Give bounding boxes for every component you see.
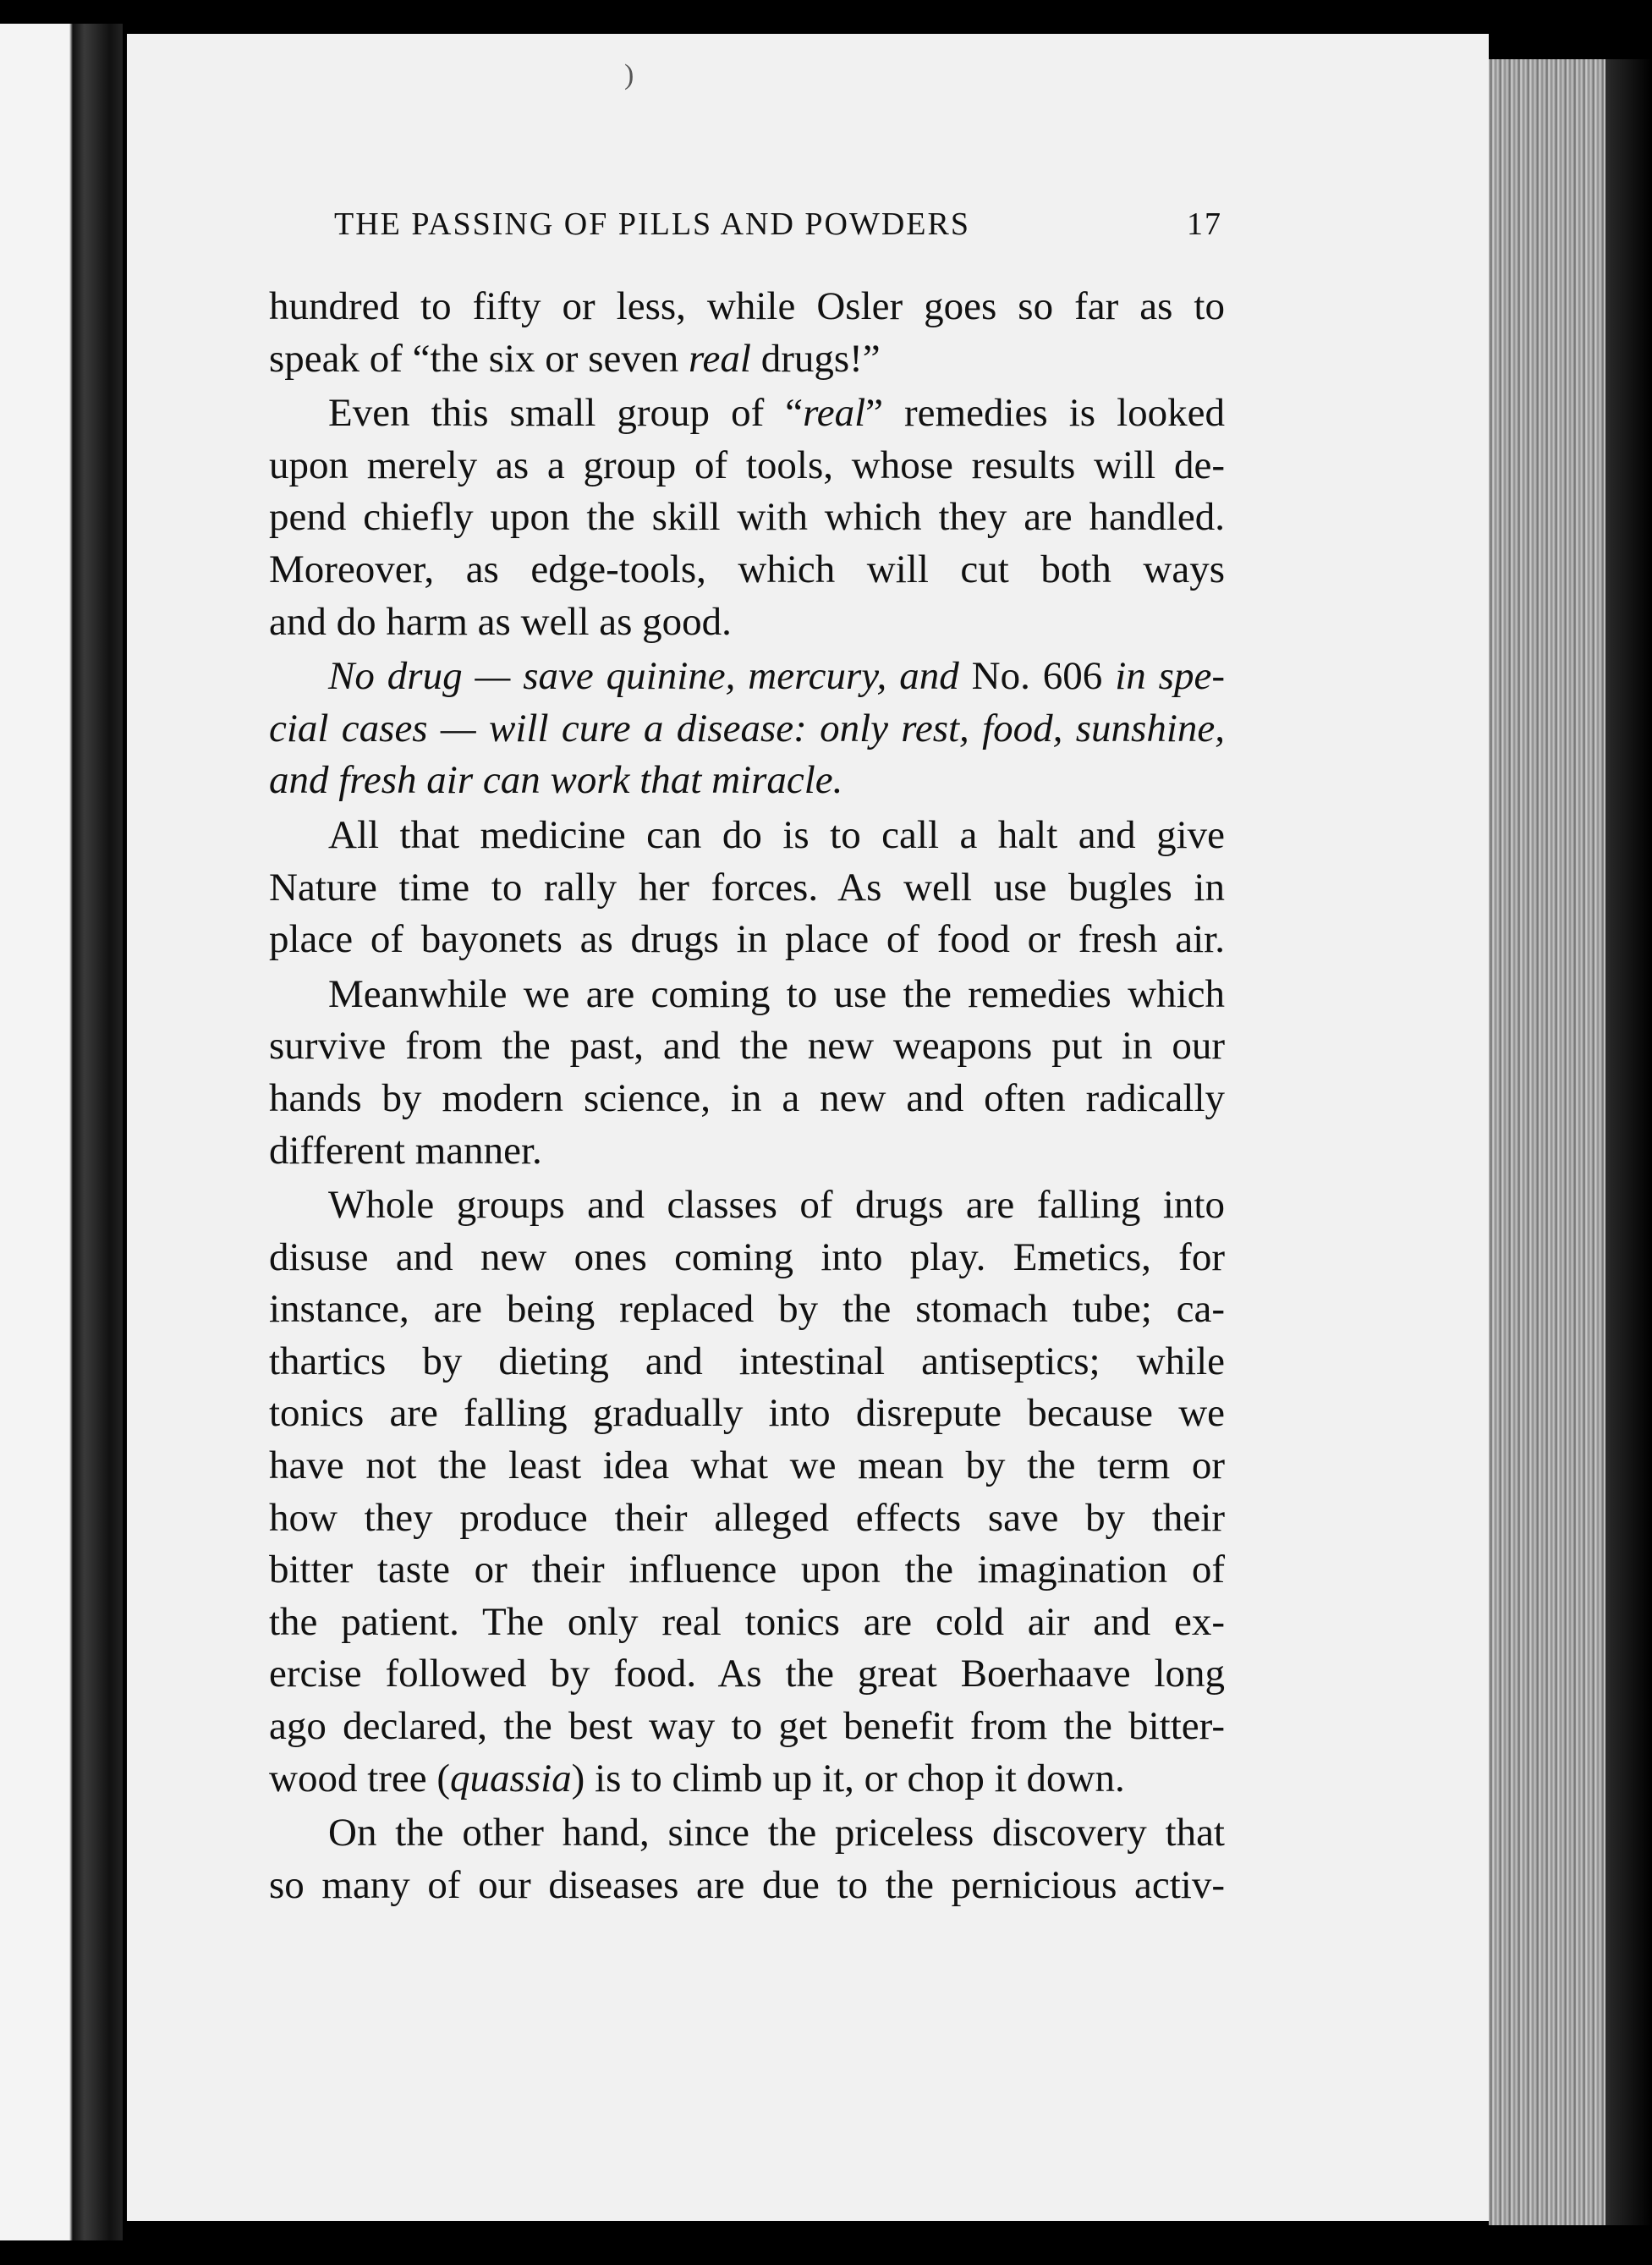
italic-segment: real <box>803 391 866 436</box>
text-line: instance, are being replaced by the stomach tube; ca- <box>269 1287 1225 1332</box>
text-segment: No. 606 <box>971 654 1103 699</box>
text-line: Moreover, as edge-tools, which will cut both ways <box>269 547 1225 591</box>
text-line: and fresh air can work that miracle. <box>269 758 843 803</box>
page-edges <box>1489 59 1605 2225</box>
text-line: hands by modern science, in a new and often radically <box>269 1075 1225 1120</box>
stray-mark: ) <box>624 59 634 91</box>
text-line: thartics by dieting and intestinal antiseptics; while <box>269 1339 1225 1383</box>
text-line: Nature time to rally her forces. As well use bugles in <box>269 865 1225 910</box>
text-line <box>269 388 1225 440</box>
text-line: so many of our diseases are due to the pernicious activ- <box>269 1862 1225 1907</box>
text-line: bitter taste or their influence upon the imagination of <box>269 1548 1225 1592</box>
paragraph <box>269 281 1225 385</box>
paragraph <box>269 969 1225 1177</box>
text-line: survive from the past, and the new weapons put in our <box>269 1024 1225 1069</box>
page-edges-shadow <box>1605 59 1652 2225</box>
paragraph <box>269 1179 1225 1805</box>
text-segment: drugs!” <box>750 336 881 381</box>
text-line: Meanwhile we are coming to use the remedies which <box>328 971 1225 1016</box>
italic-segment: quassia <box>450 1756 572 1800</box>
italic-segment: No drug — save quinine, mercury, and <box>328 654 972 699</box>
paragraph <box>269 651 1225 807</box>
paragraph <box>269 810 1225 966</box>
running-head-title: THE PASSING OF PILLS AND POWDERS <box>334 206 970 242</box>
text-line: ercise followed by food. As the great Boerhaave long <box>269 1652 1225 1696</box>
previous-page-edge <box>0 24 123 2240</box>
body-text <box>269 281 1225 1911</box>
text-line: ago declared, the best way to get benefit from the bitter- <box>269 1704 1225 1749</box>
paragraph <box>269 1807 1225 1911</box>
text-segment: ) is to climb up it, or chop it down. <box>571 1756 1125 1800</box>
text-line: place of bayonets as drugs in place of food or fresh air. <box>269 917 1225 962</box>
text-line: All that medicine can do is to call a halt and give <box>328 812 1225 857</box>
text-line: have not the least idea what we mean by the term or <box>269 1443 1225 1488</box>
text-line <box>269 1753 1225 1806</box>
text-line: different manner. <box>269 1128 542 1173</box>
text-line: how they produce their alleged effects save by their <box>269 1495 1225 1540</box>
italic-segment: in spe- <box>1102 654 1225 699</box>
text-line: the patient. The only real tonics are cold air and ex- <box>269 1599 1225 1644</box>
text-segment: wood tree ( <box>269 1756 451 1800</box>
running-head <box>334 206 1222 243</box>
page-number: 17 <box>1187 206 1222 242</box>
italic-segment: real <box>688 336 751 381</box>
text-line <box>269 651 1225 703</box>
text-line: and do harm as well as good. <box>269 599 732 644</box>
text-line: cial cases — will cure a disease: only rest, food, sunshine, <box>269 706 1225 750</box>
text-line: upon merely as a group of tools, whose results will de- <box>269 443 1225 487</box>
text-line: pend chiefly upon the skill with which they are handled. <box>269 495 1225 540</box>
paragraph <box>269 388 1225 648</box>
text-segment: Even this small group of “ <box>328 391 804 436</box>
text-segment: speak of “the six or seven <box>269 336 689 381</box>
text-line: Whole groups and classes of drugs are falling into <box>328 1183 1225 1228</box>
text-line <box>269 333 1225 386</box>
text-line: On the other hand, since the priceless discovery that <box>328 1811 1225 1855</box>
text-line: hundred to fifty or less, while Osler goes so far as to <box>269 284 1225 328</box>
text-segment: ” remedies is looked <box>865 391 1225 436</box>
text-line: disuse and new ones coming into play. Emetics, for <box>269 1234 1225 1279</box>
text-line: tonics are falling gradually into disrepute because we <box>269 1391 1225 1436</box>
